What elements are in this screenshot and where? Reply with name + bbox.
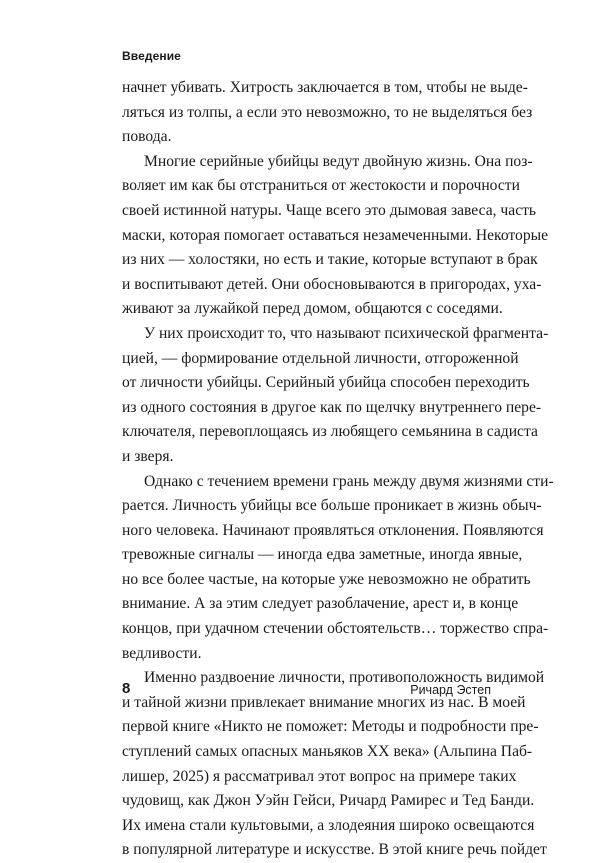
- text-line: Именно раздвоение личности, противоположность видимой: [144, 669, 545, 687]
- text-line: из одного состояния в другое как по щелчку внутреннего пере-: [122, 398, 542, 416]
- text-line: Однако с течением времени грань между двумя жизнями сти-: [144, 472, 554, 490]
- text-line: от личности убийцы. Серийный убийца способен переходить: [122, 374, 530, 392]
- text-line: ляться из толпы, а если это невозможно, то не выделяться без: [122, 103, 533, 121]
- text-line: и тайной жизни привлекает внимание многих из нас. В моей: [122, 693, 526, 711]
- text-line: ного человека. Начинают проявляться отклонения. Появляются: [122, 521, 544, 539]
- running-foot-author: Ричард Эстеп: [410, 683, 491, 697]
- text-line: повода.: [122, 128, 172, 146]
- text-line: в популярной литературе и искусстве. В этой книге речь пойдет: [122, 841, 547, 859]
- page-number: 8: [122, 680, 131, 697]
- body-text: [122, 76, 554, 863]
- text-line: начнет убивать. Хитрость заключается в том, чтобы не выде-: [122, 79, 528, 96]
- text-line: маски, которая помогает оставаться незамеченными. Некоторые: [122, 226, 549, 244]
- text-line: лишер, 2025) я рассматривал этот вопрос на примере таких: [122, 767, 517, 785]
- text-line: ключателя, перевоплощаясь из любящего семьянина в садиста: [122, 423, 538, 441]
- running-head: Введение: [122, 49, 181, 63]
- text-line: ведливости.: [122, 644, 202, 662]
- text-line: рается. Личность убийцы все больше проникает в жизнь обыч-: [122, 497, 542, 515]
- text-line: живают за лужайкой перед домом, общаются с соседями.: [122, 300, 503, 318]
- text-line: концов, при удачном стечении обстоятельств… торжество спра-: [122, 620, 549, 638]
- text-line: и воспитывают детей. Они обосновываются в пригородах, уха-: [122, 275, 542, 293]
- text-line: Их имена стали культовыми, а злодеяния широко освещаются: [122, 816, 535, 834]
- text-line: У них происходит то, что называют психической фрагмента-: [144, 324, 549, 342]
- text-line: Многие серийные убийцы ведут двойную жизнь. Она поз-: [144, 152, 533, 170]
- text-line: внимание. А за этим следует разоблачение, арест и, в конце: [122, 595, 519, 613]
- text-line: чудовищ, как Джон Уэйн Гейси, Ричард Рамирес и Тед Банди.: [122, 792, 535, 810]
- text-line: из них — холостяки, но есть и такие, которые вступают в брак: [122, 251, 538, 269]
- text-line: первой книге «Никто не поможет: Методы и подробности пре-: [122, 718, 539, 736]
- text-line: своей истинной натуры. Чаще всего это дымовая завеса, часть: [122, 201, 537, 219]
- text-line: воляет им как бы отстраниться от жестокости и порочности: [122, 177, 520, 195]
- text-line: цией, — формирование отдельной личности, отгороженной: [122, 349, 519, 367]
- text-line: и зверя.: [122, 447, 174, 465]
- text-line: тревожные сигналы — иногда едва заметные, иногда явные,: [122, 546, 523, 564]
- text-line: но все более частые, на которые уже невозможно не обратить: [122, 570, 531, 588]
- text-line: ступлений самых опасных маньяков XX века» (Альпина Паб-: [122, 743, 533, 761]
